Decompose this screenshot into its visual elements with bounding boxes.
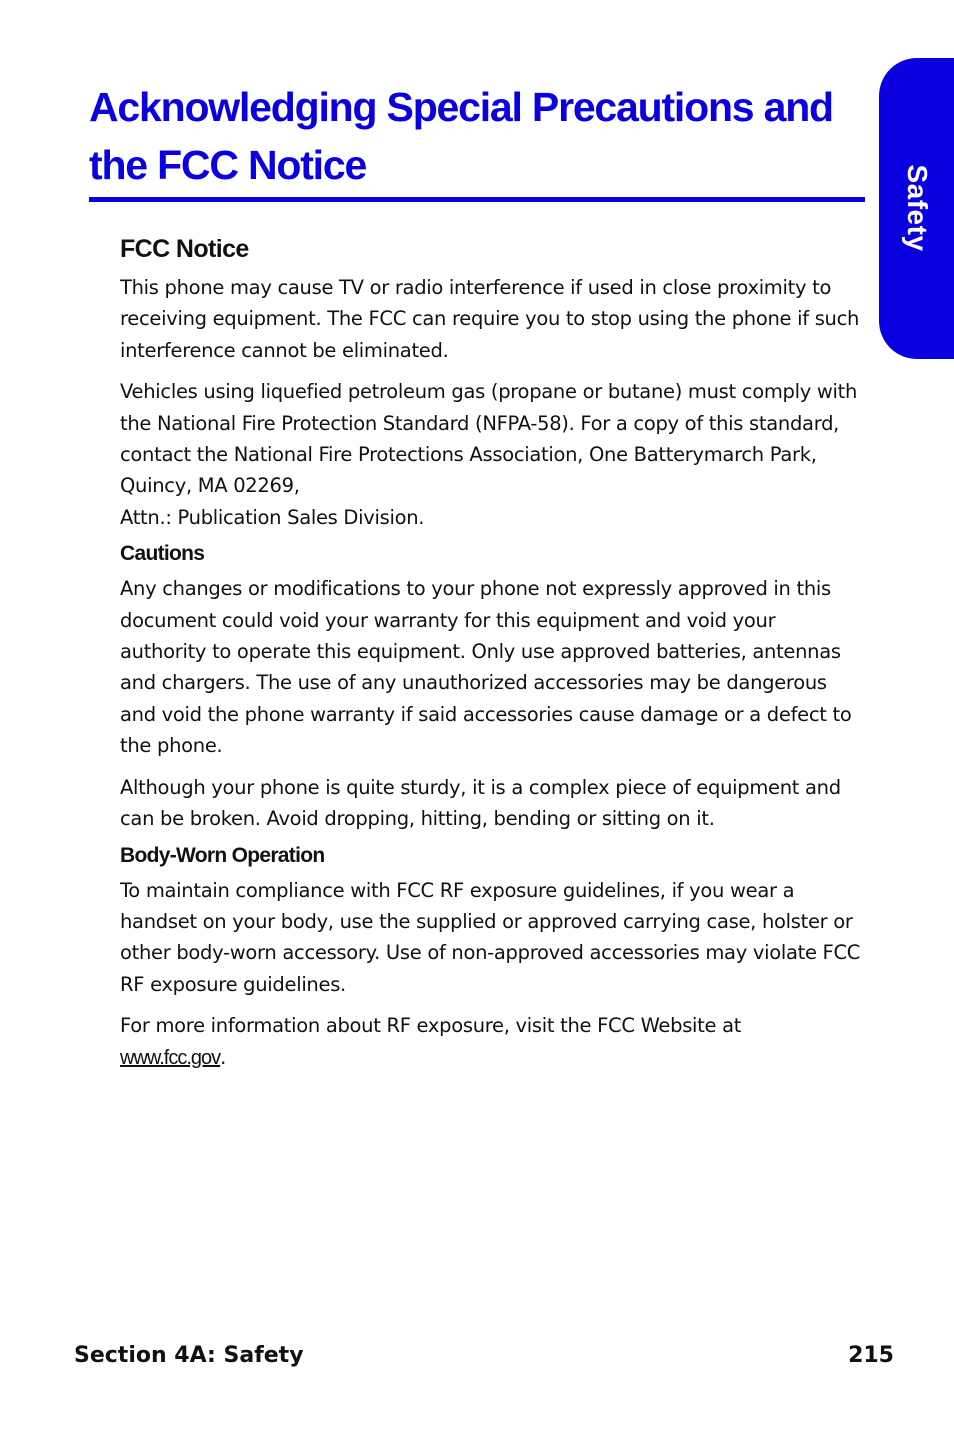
fcc-notice-heading: FCC Notice	[120, 235, 249, 263]
lpg-text: Vehicles using liquefied petroleum gas (propane or butane) must comply with the National Fire Protection Standard (NFPA-58). For a copy of this standard, contact the National Fire Protections Association, One Batterymarch Park, Quincy, MA 02269,	[120, 380, 858, 498]
attn-text: Attn.: Publication Sales Division.	[120, 505, 425, 529]
cautions-paragraph-1: Any changes or modifications to your phone not expressly approved in this document could void your warranty for this equipment and void your authority to operate this equipment. Only use approved batteries, antennas and chargers. The use of any unauthorized accessories may be dangerous and void the phone warranty if said accessories cause damage or a defect to the phone.	[120, 577, 852, 758]
fcc-website-link[interactable]: www.fcc.gov	[120, 1046, 221, 1069]
side-tab-label: Safety	[902, 164, 933, 252]
fcc-notice-paragraph-1: This phone may cause TV or radio interference if used in close proximity to receiving equipment. The FCC can require you to stop using the phone if such interference cannot be eliminated.	[120, 276, 860, 362]
cautions-heading: Cautions	[120, 542, 205, 566]
body-worn-paragraph-2	[120, 1010, 865, 1074]
cautions-paragraph-2: Although your phone is quite sturdy, it is a complex piece of equipment and can be broken. Avoid dropping, hitting, bending or sitting on it.	[120, 775, 841, 831]
body-worn-paragraph-1: To maintain compliance with FCC RF exposure guidelines, if you wear a handset on your body, use the supplied or approved carrying case, holster or other body-worn accessory. Use of non-approved accessories may violate FCC RF exposure guidelines.	[120, 878, 861, 996]
rf-info-text: For more information about RF exposure, visit the FCC Website at	[120, 1014, 742, 1038]
page-number: 215	[848, 1343, 894, 1368]
page-content	[120, 232, 865, 1084]
page-title: Acknowledging Special Precautions and the FCC Notice	[89, 84, 833, 188]
title-divider	[89, 197, 865, 202]
fcc-notice-paragraph-2	[120, 376, 865, 533]
link-suffix: .	[220, 1045, 227, 1069]
footer-section-label: Section 4A: Safety	[74, 1343, 304, 1368]
body-worn-heading: Body-Worn Operation	[120, 843, 325, 867]
